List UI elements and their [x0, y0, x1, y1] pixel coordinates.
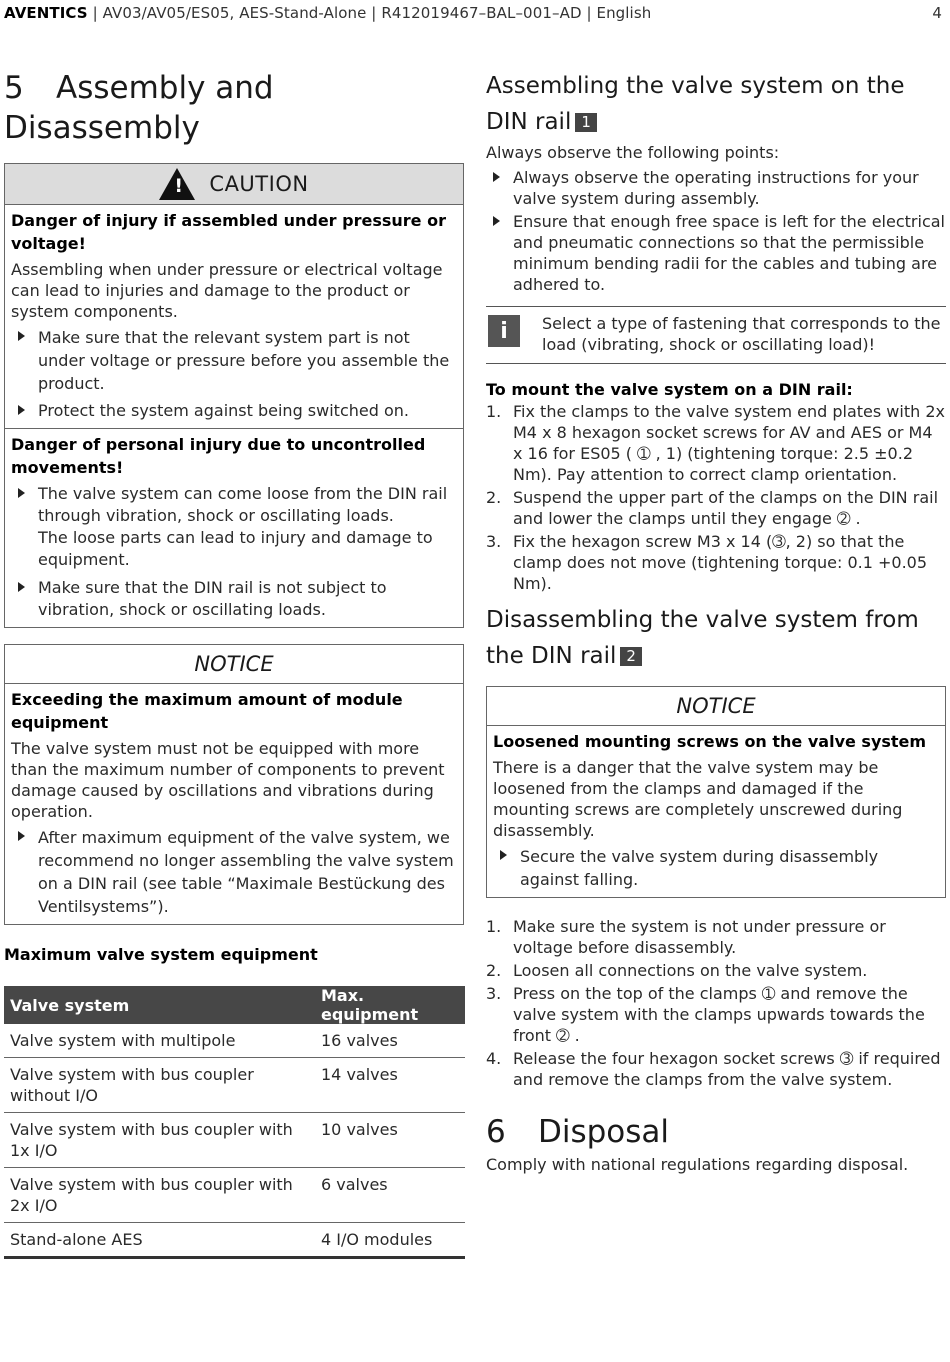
bullet-icon: [493, 216, 500, 226]
mount-steps-title: To mount the valve system on a DIN rail:: [486, 380, 853, 399]
notice-content: [5, 684, 463, 924]
notice-title: Loosened mounting screws on the valve system: [493, 732, 927, 751]
bullet-text: Ensure that enough free space is left for the electrical and pneumatic connections so that the permissible minimum bending radii for the cables and tubing are adhered to.: [513, 212, 945, 294]
step-text: Fix the clamps to the valve system end plates with 2x M4 x 8 hexagon socket screws for AV and AES or M4 x 16 for ES05 ( ➀ , 1) (tightening torque: 2.5 ±0.2 Nm). Pay attention to correct clamp orientation.: [513, 402, 945, 484]
table-cell: 10 valves: [315, 1113, 465, 1168]
step-number: 3.: [486, 984, 502, 1003]
caution-label: CAUTION: [209, 172, 309, 196]
notice-text: The valve system must not be equipped with more than the maximum number of components to prevent damage caused by oscillations and vibrations during operation.: [11, 739, 445, 821]
step-text: Press on the top of the clamps ➀ and remove the valve system with the clamps upwards towards the front ➁ .: [513, 984, 925, 1045]
table-header-row: [4, 986, 465, 1024]
step-number: 4.: [486, 1049, 502, 1068]
page-header: [4, 4, 946, 22]
assemble-heading: [486, 68, 946, 140]
table-row: [4, 1168, 465, 1223]
notice-box-screws: [486, 686, 946, 898]
column-header: Max. equipment: [315, 986, 465, 1024]
bullet-icon: [18, 405, 25, 415]
list-item: [486, 531, 946, 594]
hazard-2-title: Danger of personal injury due to uncontrolled movements!: [11, 435, 426, 477]
equipment-table: [4, 986, 465, 1259]
bullet-text: Make sure that the relevant system part is not under voltage or pressure before you assemble the product.: [38, 328, 450, 393]
bullet-icon: [500, 850, 507, 860]
bullet-text: Always observe the operating instructions for your valve system during assembly.: [513, 168, 919, 208]
table-cell: 4 I/O modules: [315, 1223, 465, 1258]
assemble-intro: Always observe the following points:: [486, 143, 780, 162]
list-item: [11, 483, 457, 571]
info-note: [486, 306, 946, 364]
left-column: [4, 68, 464, 1259]
figure-ref: 2: [620, 647, 642, 666]
bullet-icon: [18, 488, 25, 498]
bullet-text: Secure the valve system during disassembly against falling.: [520, 847, 879, 889]
table-row: [4, 1223, 465, 1258]
section-title: Assembly and Disassembly: [4, 70, 274, 146]
table-cell: Valve system with multipole: [4, 1024, 315, 1058]
bullet-icon: [493, 172, 500, 182]
table-caption: Maximum valve system equipment: [4, 945, 318, 964]
step-text: Loosen all connections on the valve system.: [513, 961, 868, 980]
brand: AVENTICS: [4, 4, 88, 22]
bullet-text: Make sure that the DIN rail is not subject to vibration, shock or oscillating loads.: [38, 578, 387, 619]
table-cell: 6 valves: [315, 1168, 465, 1223]
step-number: 2.: [486, 488, 502, 507]
table-cell: Valve system with bus coupler without I/O: [4, 1058, 315, 1113]
bullet-text: The valve system can come loose from the DIN rail through vibration, shock or oscillating loads.: [38, 484, 448, 525]
section-number: 5: [4, 70, 24, 106]
info-icon: i: [488, 315, 520, 347]
column-header: Valve system: [4, 986, 315, 1024]
step-text: Fix the hexagon screw M3 x 14 (➂, 2) so that the clamp does not move (tightening torque: 0.1 +0.05 Nm).: [513, 532, 928, 593]
notice-label: NOTICE: [5, 645, 463, 684]
notice-box-equipment: [4, 644, 464, 925]
table-row: [4, 1113, 465, 1168]
list-item: [486, 960, 946, 981]
list-item: [486, 916, 946, 958]
list-item: [11, 400, 457, 422]
step-number: 2.: [486, 961, 502, 980]
step-text: Make sure the system is not under pressure or voltage before disassembly.: [513, 917, 886, 957]
table-cell: 16 valves: [315, 1024, 465, 1058]
mount-steps: [486, 401, 946, 594]
table-cell: Valve system with bus coupler with 2x I/O: [4, 1168, 315, 1223]
list-item: [486, 983, 946, 1046]
notice-bullets: [11, 826, 457, 918]
doc-info: | AV03/AV05/ES05, AES-Stand-Alone | R412019467–BAL–001–AD | English: [87, 4, 652, 22]
bullet-icon: [18, 831, 25, 841]
section-number: 6: [486, 1114, 506, 1150]
list-item: [486, 167, 946, 209]
table-cell: Valve system with bus coupler with 1x I/O: [4, 1113, 315, 1168]
step-number: 1.: [486, 917, 502, 936]
hazard-1: [5, 205, 463, 428]
right-column: [486, 68, 946, 1175]
step-number: 3.: [486, 532, 502, 551]
hazard-1-title: Danger of injury if assembled under pressure or voltage!: [11, 211, 446, 253]
notice-content: [487, 726, 945, 897]
assemble-title: Assembling the valve system on the DIN rail: [486, 73, 905, 135]
list-item: [11, 826, 457, 918]
disposal-text: Comply with national regulations regarding disposal.: [486, 1155, 909, 1174]
list-item: [486, 401, 946, 485]
info-text: Select a type of fastening that corresponds to the load (vibrating, shock or oscillating load)!: [542, 314, 941, 354]
warning-icon: !: [159, 168, 195, 200]
section-6-heading: [486, 1112, 946, 1152]
notice-title: Exceeding the maximum amount of module equipment: [11, 690, 403, 732]
hazard-1-text: Assembling when under pressure or electrical voltage can lead to injuries and damage to the product or system components.: [11, 260, 443, 321]
section-5-heading: [4, 68, 464, 148]
notice-label: NOTICE: [487, 687, 945, 726]
page-number: 4: [932, 4, 942, 22]
step-number: 1.: [486, 402, 502, 421]
table-cell: Stand-alone AES: [4, 1223, 315, 1258]
bullet-text: After maximum equipment of the valve system, we recommend no longer assembling the valve system on a DIN rail (see table “Maximale Bestückung des Ventilsystems”).: [38, 828, 454, 916]
hazard-2-bullets: [11, 483, 457, 621]
bullet-icon: [18, 331, 25, 341]
list-item: [486, 1048, 946, 1090]
section-title: Disposal: [538, 1114, 670, 1150]
caution-box: [4, 163, 464, 628]
bullet-text-continued: The loose parts can lead to injury and damage to equipment.: [38, 528, 433, 569]
list-item: [11, 577, 457, 621]
list-item: [11, 326, 457, 395]
figure-ref: 1: [575, 113, 597, 132]
notice-bullets: [493, 845, 939, 891]
caution-header: [5, 164, 463, 205]
hazard-2: [5, 428, 463, 627]
notice-text: There is a danger that the valve system may be loosened from the clamps and damaged if the mounting screws are completely unscrewed during disassembly.: [493, 758, 903, 840]
step-text: Suspend the upper part of the clamps on the DIN rail and lower the clamps until they engage ➁ .: [513, 488, 939, 528]
step-text: Release the four hexagon socket screws ➂ if required and remove the clamps from the valve system.: [513, 1049, 941, 1089]
table-row: [4, 1024, 465, 1058]
list-item: [486, 487, 946, 529]
bullet-text: Protect the system against being switched on.: [38, 401, 409, 420]
disassemble-title: Disassembling the valve system from the DIN rail: [486, 607, 919, 669]
list-item: [486, 211, 946, 295]
assemble-bullets: [486, 167, 946, 295]
hazard-1-bullets: [11, 326, 457, 422]
table-row: [4, 1058, 465, 1113]
table-cell: 14 valves: [315, 1058, 465, 1113]
disassemble-steps: [486, 916, 946, 1090]
disassemble-heading: [486, 602, 946, 674]
list-item: [493, 845, 939, 891]
bullet-icon: [18, 582, 25, 592]
